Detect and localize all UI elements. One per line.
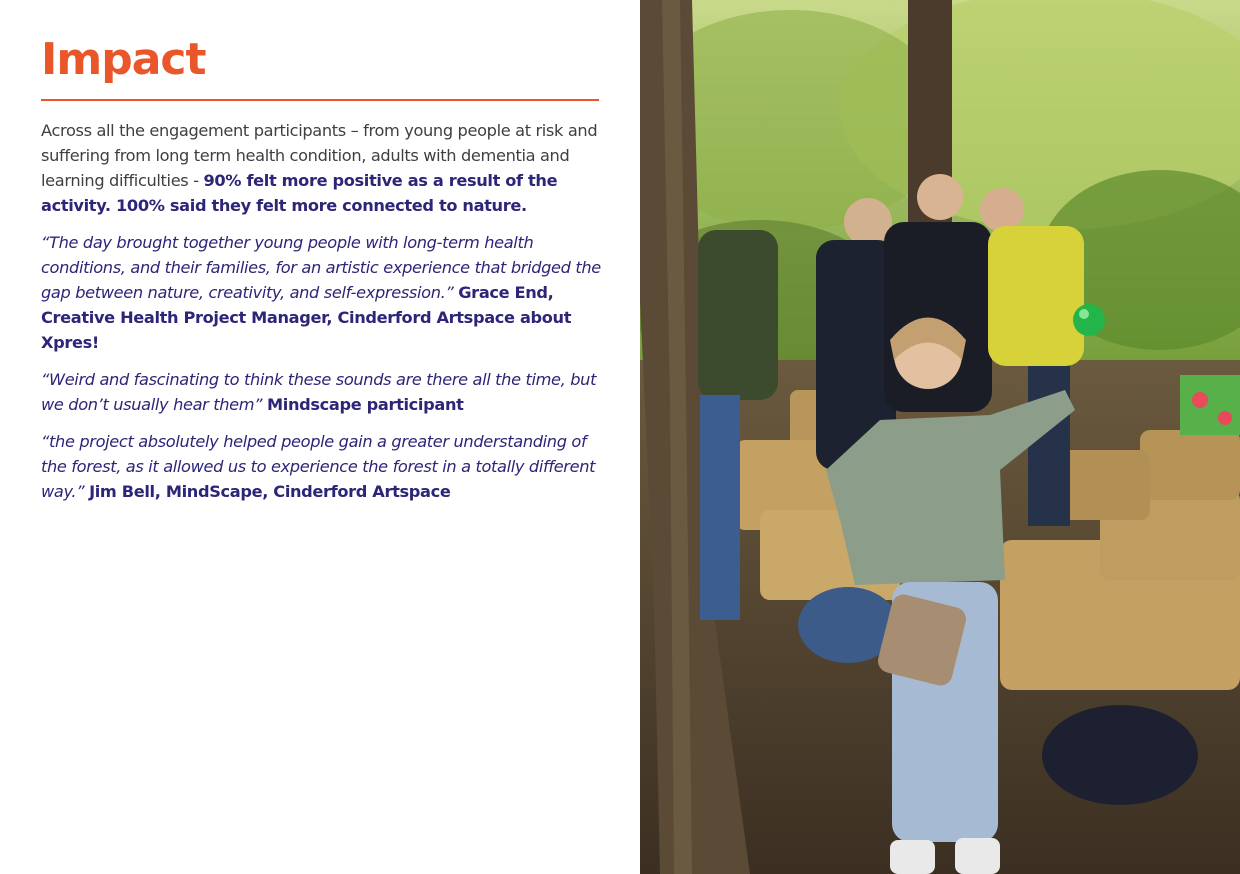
- page-title: Impact: [41, 34, 206, 85]
- hay-bale: [1060, 450, 1150, 520]
- quote-text: “The day brought together young people with long-term health conditions, and their families, for an artistic experience that bridged the gap between nature, creativity, and self-expression.”: [41, 233, 601, 302]
- quote-text: “the project absolutely helped people gain a greater understanding of the forest, as it allowed us to experience the forest in a totally different way.”: [41, 432, 596, 501]
- green-glass-orb: [1073, 304, 1105, 336]
- adult-green-jacket: [698, 230, 778, 400]
- quote-jim-bell: [41, 429, 607, 504]
- gift-bag: [1180, 375, 1240, 435]
- hay-bale: [1140, 430, 1240, 500]
- quote-attribution: Mindscape participant: [267, 395, 464, 414]
- intro-paragraph: [41, 118, 607, 218]
- quote-grace-end: [41, 230, 607, 355]
- quote-text: “Weird and fascinating to think these sounds are there all the time, but we don’t usually hear them”: [41, 370, 597, 414]
- quote-attribution: Jim Bell, MindScape, Cinderford Artspace: [89, 482, 451, 501]
- quote-mindscape-participant: [41, 367, 607, 417]
- photo-illustration: [640, 0, 1240, 874]
- intro-statistics: 90% felt more positive as a result of the activity. 100% said they felt more connected to nature.: [41, 171, 558, 215]
- backpack: [1042, 705, 1198, 805]
- impact-content: [41, 118, 607, 516]
- intro-text: Across all the engagement participants – from young people at risk and suffering from long term health condition, adults with dementia and learning difficulties -: [41, 121, 598, 190]
- quote-attribution: Grace End, Creative Health Project Manager, Cinderford Artspace about Xpres!: [41, 283, 572, 352]
- adult-yellow-jacket: [988, 226, 1084, 366]
- forest-workshop-photo: [640, 0, 1240, 874]
- title-divider: [41, 99, 599, 101]
